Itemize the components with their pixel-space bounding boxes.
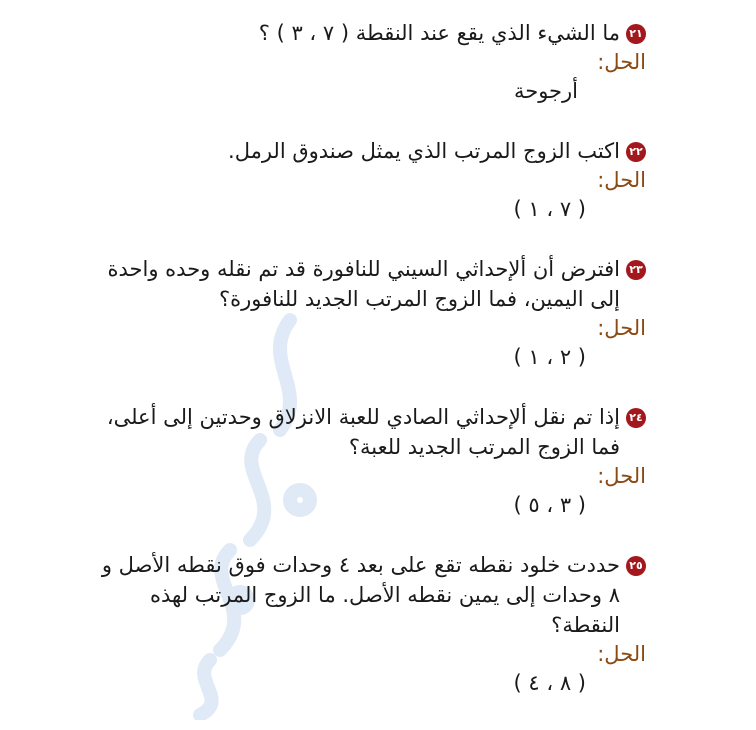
question-text: ما الشيء الذي يقع عند النقطة ( ٧ ، ٣ ) ؟ [258, 21, 620, 45]
question-text: حددت خلود نقطه تقع على بعد ٤ وحدات فوق نقطه الأصل و ٨ وحدات إلى يمين نقطه الأصل. ما الزوج المرتب لهذه النقطة؟ [101, 553, 620, 637]
question-number-badge: ٢٥ [626, 556, 646, 576]
question-number-badge: ٢١ [626, 24, 646, 44]
questions-document [86, 18, 646, 728]
question-block [86, 136, 646, 224]
answer-text: ( ٧ ، ١ ) [513, 197, 586, 221]
question-text: اكتب الزوج المرتب الذي يمثل صندوق الرمل. [228, 139, 620, 163]
question-line [86, 402, 646, 462]
question-block [86, 550, 646, 698]
question-number-badge: ٢٢ [626, 142, 646, 162]
solution-label: الحل: [597, 464, 646, 488]
question-line [86, 18, 646, 48]
question-number-badge: ٢٤ [626, 408, 646, 428]
answer-text: ( ٣ ، ٥ ) [513, 493, 586, 517]
question-line [86, 550, 646, 640]
solution-label: الحل: [597, 642, 646, 666]
answer-text: أرجوحة [513, 79, 578, 103]
question-block [86, 402, 646, 520]
question-block [86, 254, 646, 372]
solution-label: الحل: [597, 168, 646, 192]
question-line [86, 136, 646, 166]
answer-text: ( ٢ ، ١ ) [513, 345, 586, 369]
question-text: افترض أن ألإحداثي السيني للنافورة قد تم نقله وحده واحدة إلى اليمين، فما الزوج المرتب الجديد للنافورة؟ [107, 257, 620, 311]
question-text: إذا تم نقل ألإحداثي الصادي للعبة الانزلاق وحدتين إلى أعلى، فما الزوج المرتب الجديد للعبة؟ [106, 405, 620, 459]
question-block [86, 18, 646, 106]
answer-text: ( ٨ ، ٤ ) [513, 671, 586, 695]
question-number-badge: ٢٣ [626, 260, 646, 280]
question-line [86, 254, 646, 314]
solution-label: الحل: [597, 50, 646, 74]
solution-label: الحل: [597, 316, 646, 340]
